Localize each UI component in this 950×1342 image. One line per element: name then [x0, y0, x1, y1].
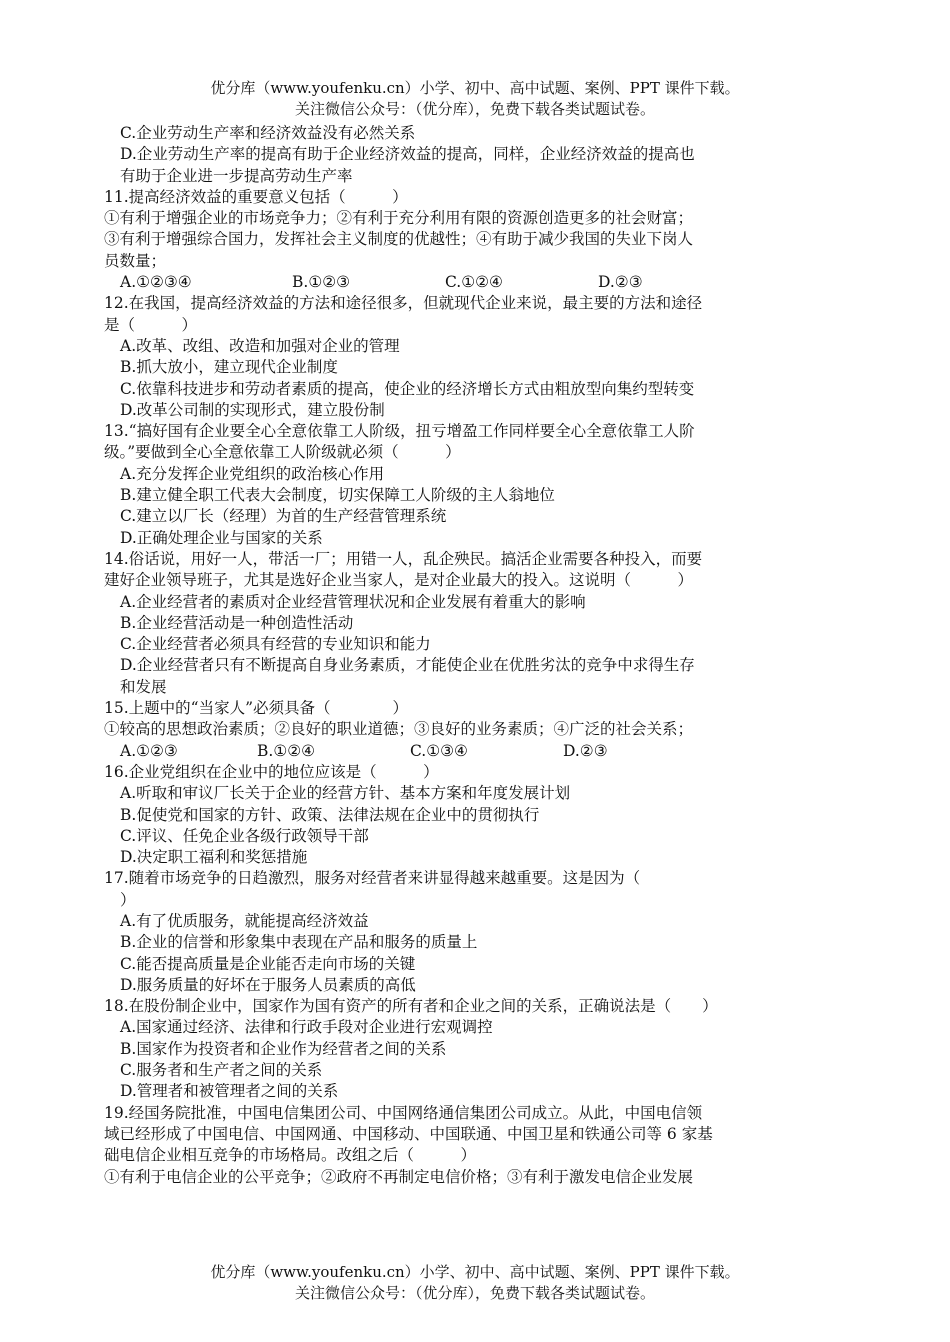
header-line-2: 关注微信公众号：（优分库），免费下载各类试题试卷。: [294, 100, 655, 118]
q13-stem-line1: 13.“搞好国有企业要全心全意依靠工人阶级，扭亏增盈工作同样要全心全意依靠工人阶: [104, 422, 695, 441]
q16-option-a: A.听取和审议厂长关于企业的经营方针、基本方案和年度发展计划: [120, 784, 571, 803]
q15-items: ①较高的思想政治素质；②良好的职业道德；③良好的业务素质；④广泛的社会关系；: [104, 720, 694, 739]
q18-option-b: B.国家作为投资者和企业作为经营者之间的关系: [120, 1039, 447, 1058]
q16-option-d: D.决定职工福利和奖惩措施: [120, 848, 308, 867]
q14-stem-line1: 14.俗话说，用好一人，带活一厂；用错一人，乱企殃民。搞活企业需要各种投入，而要: [104, 549, 703, 568]
q11-option-b: B.①②③: [292, 273, 351, 292]
q19-stem-line1: 19.经国务院批准，中国电信集团公司、中国网络通信集团公司成立。从此，中国电信领: [104, 1103, 703, 1122]
q12-stem-line2: 是（ ）: [104, 315, 198, 334]
q16-stem: 16.企业党组织在企业中的地位应该是（ ）: [104, 762, 439, 781]
q17-option-a: A.有了优质服务，就能提高经济效益: [120, 911, 369, 930]
page-footer: [0, 1262, 950, 1304]
q17-stem-line2: ）: [120, 890, 136, 909]
q13-option-b: B.建立健全职工代表大会制度，切实保障工人阶级的主人翁地位: [120, 486, 555, 505]
q19-stem-line2: 域已经形成了中国电信、中国网通、中国移动、中国联通、中国卫星和铁通公司等 6 家基: [104, 1124, 713, 1143]
q11-option-d: D.②③: [598, 273, 643, 292]
q14-option-c: C.企业经营者必须具有经营的专业知识和能力: [120, 635, 431, 654]
q12-option-b: B.抓大放小，建立现代企业制度: [120, 358, 338, 377]
q11-items-line3: 员数量；: [104, 251, 167, 270]
q18-option-d: D.管理者和被管理者之间的关系: [120, 1082, 339, 1101]
q16-option-b: B.促使党和国家的方针、政策、法律法规在企业中的贯彻执行: [120, 805, 540, 824]
q16-option-c: C.评议、任免企业各级行政领导干部: [120, 826, 369, 845]
footer-line-1: 优分库（www.youfenku.cn）小学、初中、高中试题、案例、PPT 课件下载。: [210, 1263, 740, 1281]
q10-option-c: C.企业劳动生产率和经济效益没有必然关系: [120, 124, 416, 142]
q17-stem-line1: 17.随着市场竞争的日趋激烈，服务对经营者来讲显得越来越重要。这是因为（: [104, 869, 641, 888]
document-body: [104, 123, 849, 1188]
page-header: [0, 78, 950, 120]
q15-option-a: A.①②③: [120, 741, 178, 760]
q14-option-a: A.企业经营者的素质对企业经营管理状况和企业发展有着重大的影响: [120, 592, 586, 611]
q15-options: [104, 741, 849, 762]
q17-option-d: D.服务质量的好坏在于服务人员素质的高低: [120, 975, 416, 994]
q11-items-line2: ③有利于增强综合国力，发挥社会主义制度的优越性；④有助于减少我国的失业下岗人: [104, 230, 694, 249]
q11-items-line1: ①有利于增强企业的市场竞争力；②有利于充分利用有限的资源创造更多的社会财富；: [104, 209, 694, 228]
q14-stem-line2: 建好企业领导班子，尤其是选好企业当家人，是对企业最大的投入。这说明（ ）: [104, 571, 694, 590]
q12-option-d: D.改革公司制的实现形式，建立股份制: [120, 400, 385, 419]
q14-option-d-line2: 和发展: [120, 677, 167, 696]
q12-option-c: C.依靠科技进步和劳动者素质的提高，使企业的经济增长方式由粗放型向集约型转变: [120, 379, 695, 398]
q18-stem: 18.在股份制企业中，国家作为国有资产的所有者和企业之间的关系，正确说法是（ ）: [104, 997, 718, 1016]
q19-stem-line3: 础电信企业相互竞争的市场格局。改组之后（ ）: [104, 1146, 477, 1165]
q14-option-b: B.企业经营活动是一种创造性活动: [120, 613, 354, 632]
header-line-1: 优分库（www.youfenku.cn）小学、初中、高中试题、案例、PPT 课件下载。: [210, 79, 740, 97]
q11-options: [104, 272, 849, 293]
q17-option-c: C.能否提高质量是企业能否走向市场的关键: [120, 954, 416, 973]
q18-option-c: C.服务者和生产者之间的关系: [120, 1061, 323, 1080]
q18-option-a: A.国家通过经济、法律和行政手段对企业进行宏观调控: [120, 1018, 493, 1037]
q10-option-d-line1: D.企业劳动生产率的提高有助于企业经济效益的提高，同样，企业经济效益的提高也: [120, 145, 695, 164]
q15-option-b: B.①②④: [257, 741, 316, 760]
q15-option-c: C.①③④: [410, 741, 468, 760]
q11-option-c: C.①②④: [445, 273, 503, 292]
q12-option-a: A.改革、改组、改造和加强对企业的管理: [120, 336, 400, 355]
q19-items-line1: ①有利于电信企业的公平竞争；②政府不再制定电信价格；③有利于激发电信企业发展: [104, 1167, 694, 1186]
q13-option-c: C.建立以厂长（经理）为首的生产经营管理系统: [120, 507, 447, 526]
footer-line-2: 关注微信公众号：（优分库），免费下载各类试题试卷。: [294, 1284, 655, 1302]
q10-option-d-line2: 有助于企业进一步提高劳动生产率: [120, 166, 353, 185]
q12-stem-line1: 12.在我国，提高经济效益的方法和途径很多，但就现代企业来说，最主要的方法和途径: [104, 294, 703, 313]
q17-option-b: B.企业的信誉和形象集中表现在产品和服务的质量上: [120, 933, 478, 952]
q15-option-d: D.②③: [563, 741, 608, 760]
q13-stem-line2: 级。”要做到全心全意依靠工人阶级就必须（ ）: [104, 443, 461, 462]
q14-option-d-line1: D.企业经营者只有不断提高自身业务素质，才能使企业在优胜劣汰的竞争中求得生存: [120, 656, 695, 675]
q15-stem: 15.上题中的“当家人”必须具备（ ）: [104, 699, 408, 718]
q11-option-a: A.①②③④: [120, 273, 192, 292]
q13-option-d: D.正确处理企业与国家的关系: [120, 528, 323, 547]
q11-stem: 11.提高经济效益的重要意义包括（ ）: [104, 187, 408, 206]
q13-option-a: A.充分发挥企业党组织的政治核心作用: [120, 464, 385, 483]
